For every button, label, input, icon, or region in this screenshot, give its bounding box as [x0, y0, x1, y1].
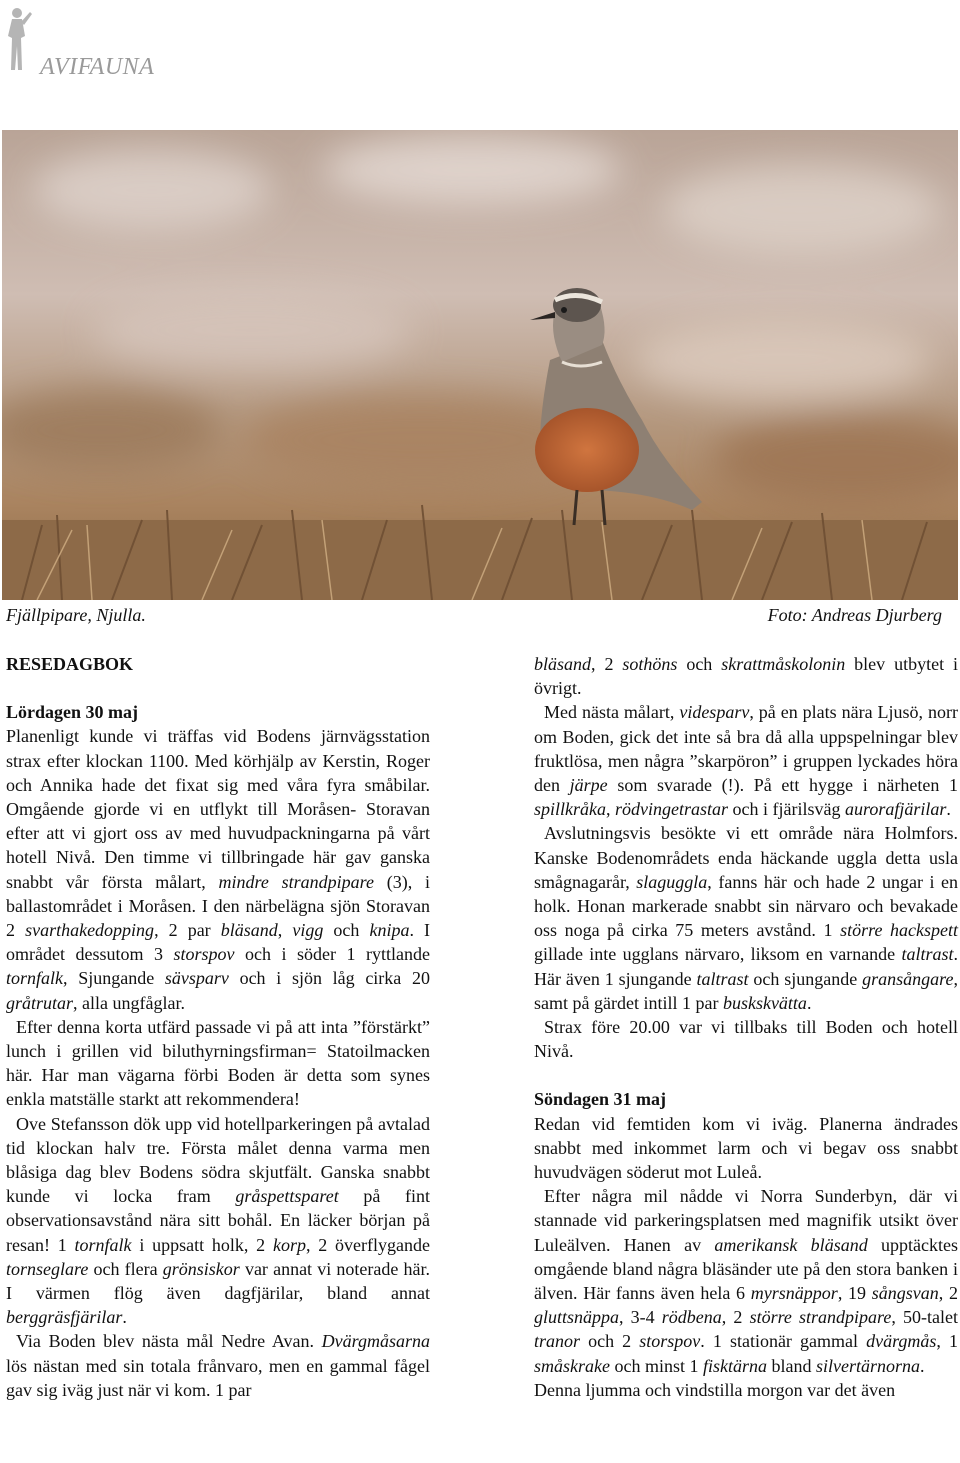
species-name: tornfalk	[74, 1234, 132, 1255]
species-name: sångsvan	[871, 1283, 939, 1304]
paragraph: bläsand, 2 sothöns och skrattmåskolonin blev utbytet i övrigt.	[534, 654, 958, 699]
bird-photo	[2, 130, 958, 600]
species-name: gråtrutar	[6, 992, 74, 1013]
species-name: taltrast	[696, 968, 749, 989]
species-name: Dvärgmåsarna	[321, 1331, 430, 1352]
birdwatcher-icon	[4, 6, 34, 72]
paragraph: Ove Stefansson dök upp vid hotellparkeringen på avtalad tid klockan halv tre. Första målet denna varma men blåsiga dag blev Bodens södra skjutfält. Ganska snabbt kunde vi locka fram gråspettsparet på fint observationsavstånd nära sitt bohål. En läcker början på resan! 1 tornfalk i uppsatt holk, 2 korp, 2 överflygande tornseglare och flera grönsiskor var annat vi noterade här. I värmen flög även dagfjärilar, bland annat berggräsfjärilar.	[6, 1113, 430, 1328]
species-name: spillkråka	[534, 799, 606, 820]
species-name: gråspettsparet	[235, 1186, 339, 1207]
day-heading-saturday: Lördagen 30 maj	[6, 702, 138, 723]
species-name: korp	[272, 1234, 306, 1255]
species-name: sävsparv	[164, 968, 229, 989]
paragraph: Avslutningsvis besökte vi ett område nära Holmfors. Kanske Bodenområdets enda häckande uggla detta usla smågnagarår, slaguggla, fanns här och hade 2 ungar i en holk. Honan markerade snabbt sin närvaro och bevakade oss noga på cirka 75 meters avstånd. 1 större hackspett gillade inte ugglans närvaro, liksom en varnande taltrast. Här även 1 sjungande taltrast och sjungande gransångare, samt på gärdet intill 1 par buskskvätta.	[534, 823, 959, 1013]
species-name: bläsand	[220, 920, 278, 941]
species-name: tornfalk	[6, 968, 63, 989]
paragraph: Denna ljumma och vindstilla morgon var det även	[534, 1379, 896, 1400]
species-name: buskskvätta	[722, 992, 807, 1013]
species-name: storspov	[173, 944, 235, 965]
species-name: mindre strandpipare	[218, 871, 374, 892]
paragraph: Med nästa målart, videsparv, på en plats nära Ljusö, norr om Boden, gick det inte så bra då alla uppspelningar blev fruktlösa, men några ”skarpöron” i gruppen lyckades höra den järpe som svarade (!). På ett hygge i närheten 1 spillkråka, rödvingetrastar och i fjärilsväg aurorafjärilar.	[534, 702, 958, 820]
species-name: bläsand	[534, 654, 592, 674]
species-name: amerikansk bläsand	[714, 1234, 868, 1255]
species-name: rödbena	[661, 1307, 722, 1328]
species-name: berggräsfjärilar	[6, 1307, 123, 1328]
species-name: järpe	[569, 775, 608, 796]
species-name: myrsnäppor	[750, 1283, 838, 1304]
species-name: gluttsnäppa	[534, 1307, 620, 1328]
species-name: skrattmåskolonin	[721, 654, 846, 674]
left-column	[6, 652, 430, 1402]
paragraph: Planenligt kunde vi träffas vid Bodens järnvägsstation strax efter klockan 1100. Med körhjälp av Kerstin, Roger och Annika hade det fixat sig med våra fyra småbilar. Omgående gjorde vi en utflykt till Moråsen- Storavan efter att vi gjort oss av med huvudpackningarna på vårt hotell Nivå. Den timme vi tillbringade här gav ganska snabbt vår första målart, mindre strandpipare (3), i ballastområdet i Moråsen. I den närbelägna sjön Storavan 2 svarthakedopping, 2 par bläsand, vigg och knipa. I området dessutom 3 storspov och i söder 1 ryttlande tornfalk, Sjungande sävsparv och i sjön låg cirka 20 gråtrutar, alla ungfåglar.	[6, 726, 431, 1013]
paragraph: Redan vid femtiden kom vi iväg. Planerna ändrades snabbt med inkommet larm och vi begav oss snabbt huvudvägen söderut mot Luleå.	[534, 1113, 958, 1183]
article-heading: RESEDAGBOK	[6, 654, 134, 674]
photo-caption: Fjällpipare, Njulla.	[6, 605, 146, 625]
species-name: större strandpipare	[749, 1307, 892, 1328]
species-name: gransångare	[862, 968, 954, 989]
species-name: videsparv	[679, 702, 750, 723]
logo-text: AVIFAUNA	[40, 54, 155, 80]
spacer	[534, 1063, 958, 1087]
species-name: fisktärna	[702, 1355, 767, 1376]
paragraph: Efter några mil nådde vi Norra Sunderbyn, där vi stannade vid parkeringsplatsen med magnifik utsikt över Luleälven. Hanen av amerikansk bläsand upptäcktes omgående bland några bläsänder ute på den stora banken i älven. Här fanns även hela 6 myrsnäppor, 19 sångsvan, 2 gluttsnäppa, 3-4 rödbena, 2 större strandpipare, 50-talet tranor och 2 storspov. 1 stationär gammal dvärgmås, 1 småskrake och minst 1 fisktärna bland silvertärnorna.	[534, 1186, 959, 1376]
day-heading-sunday: Söndagen 31 maj	[534, 1089, 667, 1110]
paragraph: Strax före 20.00 var vi tillbaks till Boden och hotell Nivå.	[534, 1017, 958, 1062]
species-name: taltrast	[901, 944, 954, 965]
species-name: småskrake	[534, 1355, 610, 1376]
species-name: tranor	[534, 1331, 581, 1352]
right-column	[534, 652, 958, 1402]
species-name: tornseglare	[6, 1258, 89, 1279]
paragraph: Via Boden blev nästa mål Nedre Avan. Dvärgmåsarna lös nästan med sin totala frånvaro, men en gammal fågel gav sig iväg just när vi kom. 1 par	[6, 1331, 430, 1400]
species-name: knipa	[369, 920, 410, 941]
species-name: grönsiskor	[162, 1258, 240, 1279]
species-name: större hackspett	[840, 920, 958, 941]
species-name: vigg	[292, 920, 324, 941]
species-name: dvärgmås	[866, 1331, 937, 1352]
photo-credit: Foto: Andreas Djurberg	[767, 605, 942, 625]
species-name: sothöns	[622, 654, 678, 674]
species-name: silvertärnorna	[816, 1355, 921, 1376]
species-name: svarthakedopping	[25, 920, 155, 941]
species-name: rödvingetrastar	[615, 799, 729, 820]
species-name: aurorafjärilar	[844, 799, 947, 820]
paragraph: Efter denna korta utfärd passade vi på att inta ”förstärkt” lunch i grillen vid biluthyrningsfirman= Statoilmacken här. Har man vägarna förbi Boden är detta som synes enkla matställe starkt att rekommendera!	[6, 1016, 430, 1110]
species-name: slaguggla	[636, 871, 708, 892]
species-name: storspov	[639, 1331, 701, 1352]
avifauna-logo	[4, 6, 204, 80]
